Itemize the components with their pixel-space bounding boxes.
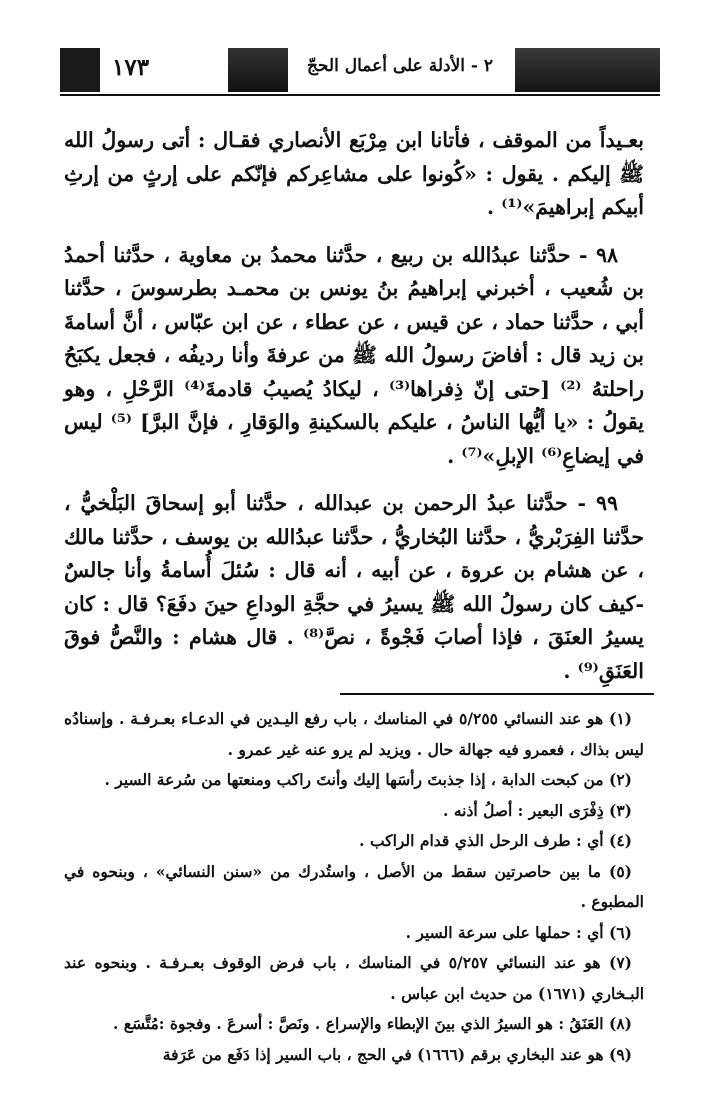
footnote-8: (٨) العَنَقُ : هو السيرُ الذي بينَ الإبطاء والإسراع . ونَصَّ : أسرعَ . وفجوة :مُتَّسَع .	[112, 1014, 632, 1033]
header-rule	[60, 94, 660, 96]
main-text	[64, 124, 644, 688]
page-number: ١٧٣	[112, 54, 150, 81]
hadith-98: ٩٨ - حدَّثنا عبدُالله بن ربيع ، حدَّثنا محمدُ بن معاوية ، حدَّثنا أحمدُ بن شُعيب ، أخبرني إبراهيمُ بنُ يونس بن محمـد بطرسوسَ ، حدَّثنا أبي ، حدَّثنا حماد ، عن قيس ، عن عطاء ، عن ابن عبّاس ، أنَّ أسامةَ بن زيد قال : أفاضَ رسولُ الله ﷺ من عرفةَ وأنا رديفُه ، فجعل يكبَحُ راحلتهُ ⁽²⁾ [حتى إنّ ذِفراها⁽³⁾ ، ليكادُ يُصيبُ قادمةَ⁽⁴⁾ الرَّحْلِ ، وهو يقولُ : «يا أيُّها الناسُ ، عليكم بالسكينةِ والوَقارِ ، فإنَّ البرَّ] ⁽⁵⁾ ليس في إيضاعِ⁽⁶⁾ الإبلِ»⁽⁷⁾ .	[64, 242, 645, 468]
running-title: ٢ - الأدلة على أعمال الحجّ	[306, 56, 494, 76]
hadith-99: ٩٩ - حدَّثنا عبدُ الرحمن بن عبدالله ، حدَّثنا أبو إسحاقَ البَلْخيُّ ، حدَّثنا الفِرَبْريُّ ، حدَّثنا البُخاريُّ ، حدَّثنا عبدُالله بن يوسف ، حدَّثنا مالك ، عن هشام بن عروة ، عن أبيه ، أنه قال : سُئلَ أُسامةُ وأنا جالسٌ -كيف كان رسولُ الله ﷺ يسيرُ في حجَّةِ الوداعِ حينَ دفَعَ؟ قال : كان يسيرُ العنَقَ ، فإذا أصابَ فَجْوةً ، نصَّ⁽⁸⁾ . قال هشام : والنَّصُّ فوقَ العَنَقِ⁽⁹⁾ .	[64, 491, 644, 683]
footnote-3: (٣) ذِفْرَى البعير : أصلُ أذنه .	[443, 800, 632, 820]
footnote-9: (٩) هو عند البخاري برقم (١٦٦٦) في الحج ، باب السير إذا دَفَع من عَرَفة	[162, 1044, 632, 1064]
header-decor-box	[228, 48, 288, 92]
footnote-separator	[340, 693, 654, 695]
footnote-7: (٧) هو عند النسائي ٥/٢٥٧ في المناسك ، باب فرض الوقوف بعـرفـة . وبنحوه عند البـخاري (١٦٧١) من حديث ابن عباس .	[64, 953, 644, 1003]
footnote-6: (٦) أي : حملها على سرعة السير .	[405, 922, 632, 942]
paragraph-continuation: بعـيداً من الموقف ، فأتانا ابن مِرْبَع الأنصاري فقـال : أتى رسولُ الله ﷺ إليكم . يقول : «كُونوا على مشاعِركم فإنّكم على إرثٍ من إرثِ أبيكم إبراهيمَ»⁽¹⁾ .	[64, 128, 644, 219]
footnotes	[64, 704, 644, 1070]
header-decor-block-right	[515, 48, 660, 92]
footnote-4: (٤) أي : طرف الرحل الذي قدام الراكب .	[359, 831, 632, 850]
footnote-5: (٥) ما بين حاصرتين سقط من الأصل ، واستُدرك من «سنن النسائي» ، وبنحوه في المطبوع .	[64, 861, 644, 911]
header-decor-block-left	[60, 48, 100, 92]
footnote-1: (١) هو عند النسائي ٥/٢٥٥ في المناسك ، باب رفع اليـدين في الدعـاء بعـرفـة . وإسنادُه ليس بذاك ، فعمرو فيه جهالة حال . ويزيد لم يرو عنه غير عمرو .	[64, 709, 644, 759]
running-header	[60, 44, 660, 96]
footnote-2: (٢) من كبحت الدابة ، إذا جذبتَ رأسَها إليك وأنتَ راكب ومنعتها من سُرعة السير .	[104, 770, 632, 789]
